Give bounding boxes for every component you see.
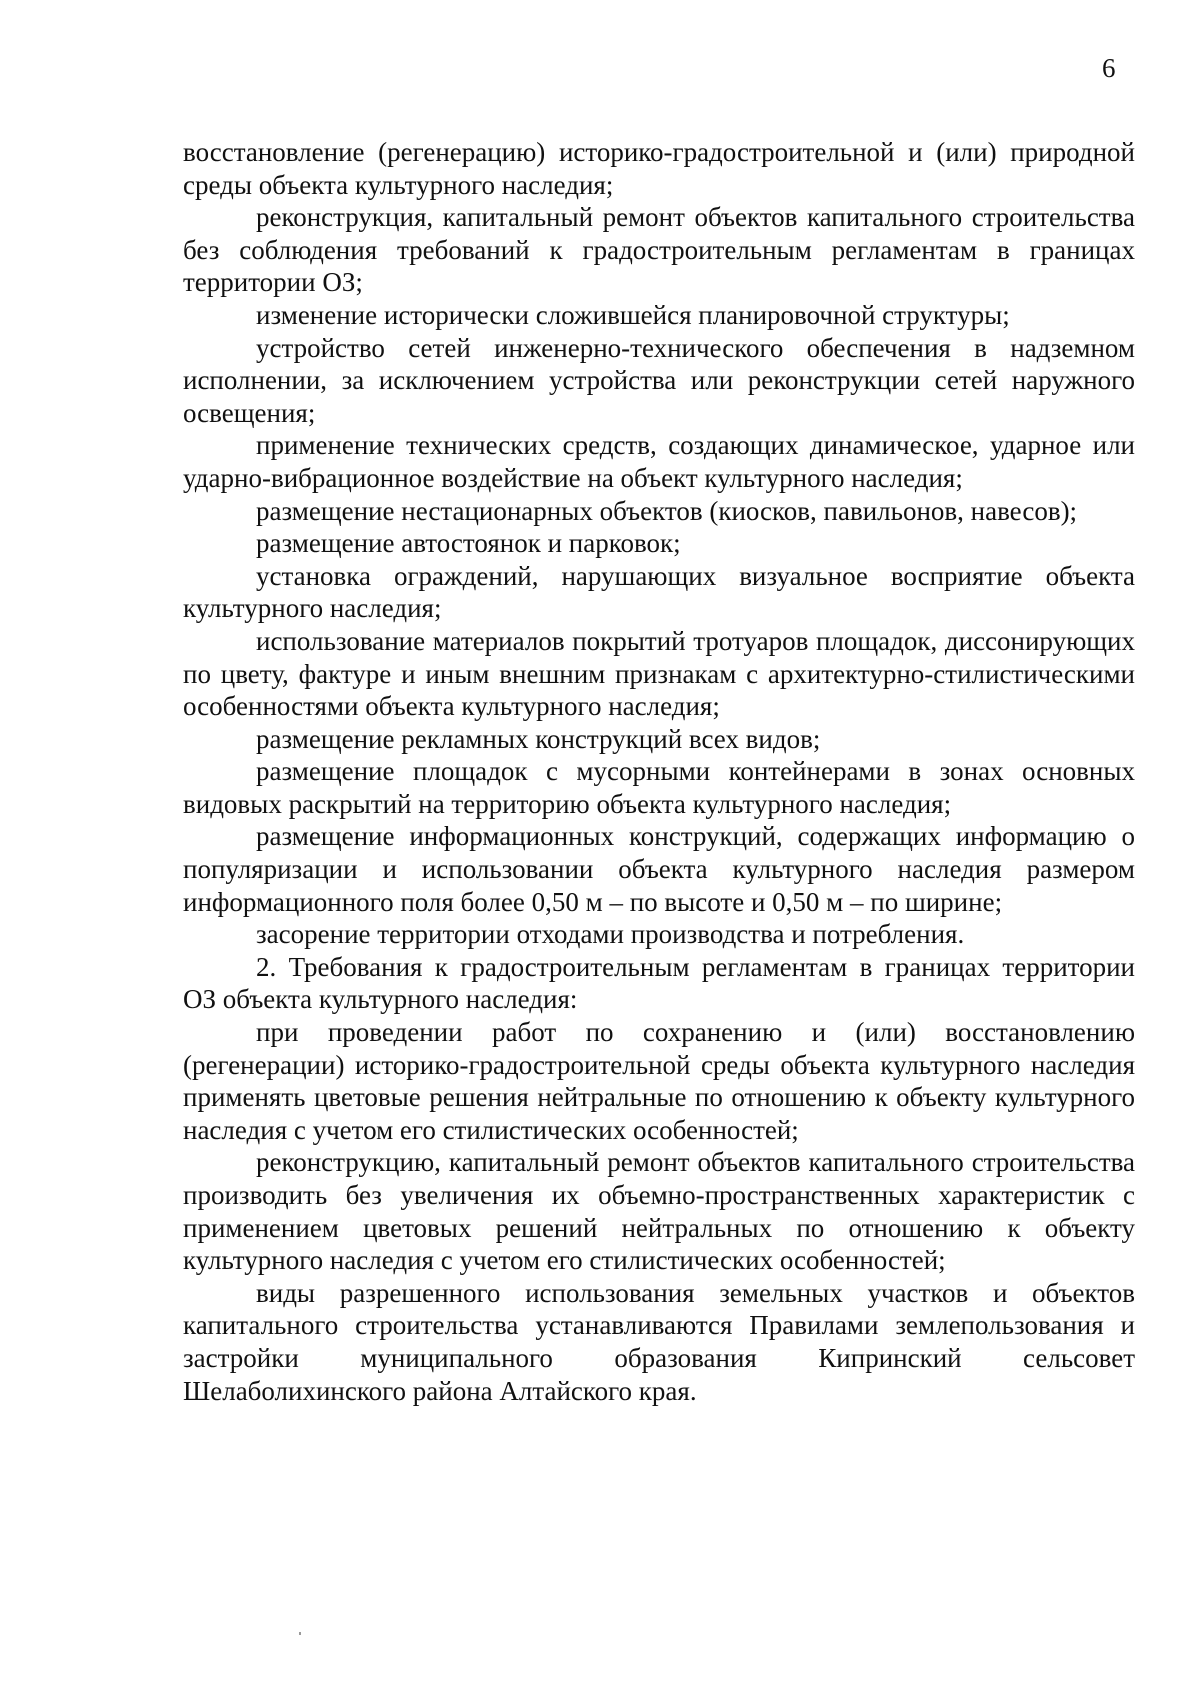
paragraph-12: размещение информационных конструкций, содержащих информацию о популяризации и использовании объекта культурного наследия размером информационного поля более 0,50 м – по высоте и 0,50 м – по ширине; (183, 821, 1135, 917)
paragraph-8: установка ограждений, нарушающих визуальное восприятие объекта культурного наследия; (183, 560, 1135, 624)
page-number: 6 (1102, 53, 1116, 83)
paragraph-10: размещение рекламных конструкций всех видов; (256, 723, 821, 754)
section-2-heading: 2. Требования к градостроительным регламентам в границах территории ОЗ объекта культурного наследия: (183, 951, 1135, 1015)
paragraph-16: реконструкцию, капитальный ремонт объектов капитального строительства производить без увеличения их объемно-пространственных характеристик с применением цветовых решений нейтральных по отношению к объекту культурного наследия с учетом его стилистических особенностей; (183, 1147, 1135, 1276)
document-body (183, 136, 1135, 1407)
paragraph-11: размещение площадок с мусорными контейнерами в зонах основных видовых раскрытий на территорию объекта культурного наследия; (183, 756, 1135, 819)
scan-speck (299, 1632, 301, 1635)
paragraph-17: виды разрешенного использования земельных участков и объектов капитального строительства устанавливаются Правилами землепользования и застройки муниципального образования Кипринский сельсовет Шелаболихинского района Алтайского края. (183, 1277, 1135, 1406)
paragraph-1: восстановление (регенерацию) историко-градостроительной и (или) природной среды объекта культурного наследия; (183, 137, 1135, 200)
paragraph-4: устройство сетей инженерно-технического обеспечения в надземном исполнении, за исключением устройства или реконструкции сетей наружного освещения; (183, 332, 1135, 428)
paragraph-6: размещение нестационарных объектов (киосков, павильонов, навесов); (256, 495, 1078, 526)
paragraph-13: засорение территории отходами производства и потребления. (256, 919, 965, 950)
paragraph-15: при проведении работ по сохранению и (или) восстановлению (регенерации) историко-градостроительной среды объекта культурного наследия применять цветовые решения нейтральные по отношению к объекту культурного наследия с учетом его стилистических особенностей; (183, 1017, 1135, 1145)
paragraph-9: использование материалов покрытий тротуаров площадок, диссонирующих по цвету, фактуре и иным внешним признакам с архитектурно-стилистическими особенностями объекта культурного наследия; (183, 625, 1135, 722)
paragraph-5: применение технических средств, создающих динамическое, ударное или ударно-вибрационное воздействие на объект культурного наследия; (183, 430, 1135, 493)
paragraph-2: реконструкция, капитальный ремонт объектов капитального строительства без соблюдения требований к градостроительным регламентам в границах территории ОЗ; (183, 202, 1135, 298)
paragraph-7: размещение автостоянок и парковок; (256, 528, 681, 559)
paragraph-3: изменение исторически сложившейся планировочной структуры; (256, 299, 1010, 330)
